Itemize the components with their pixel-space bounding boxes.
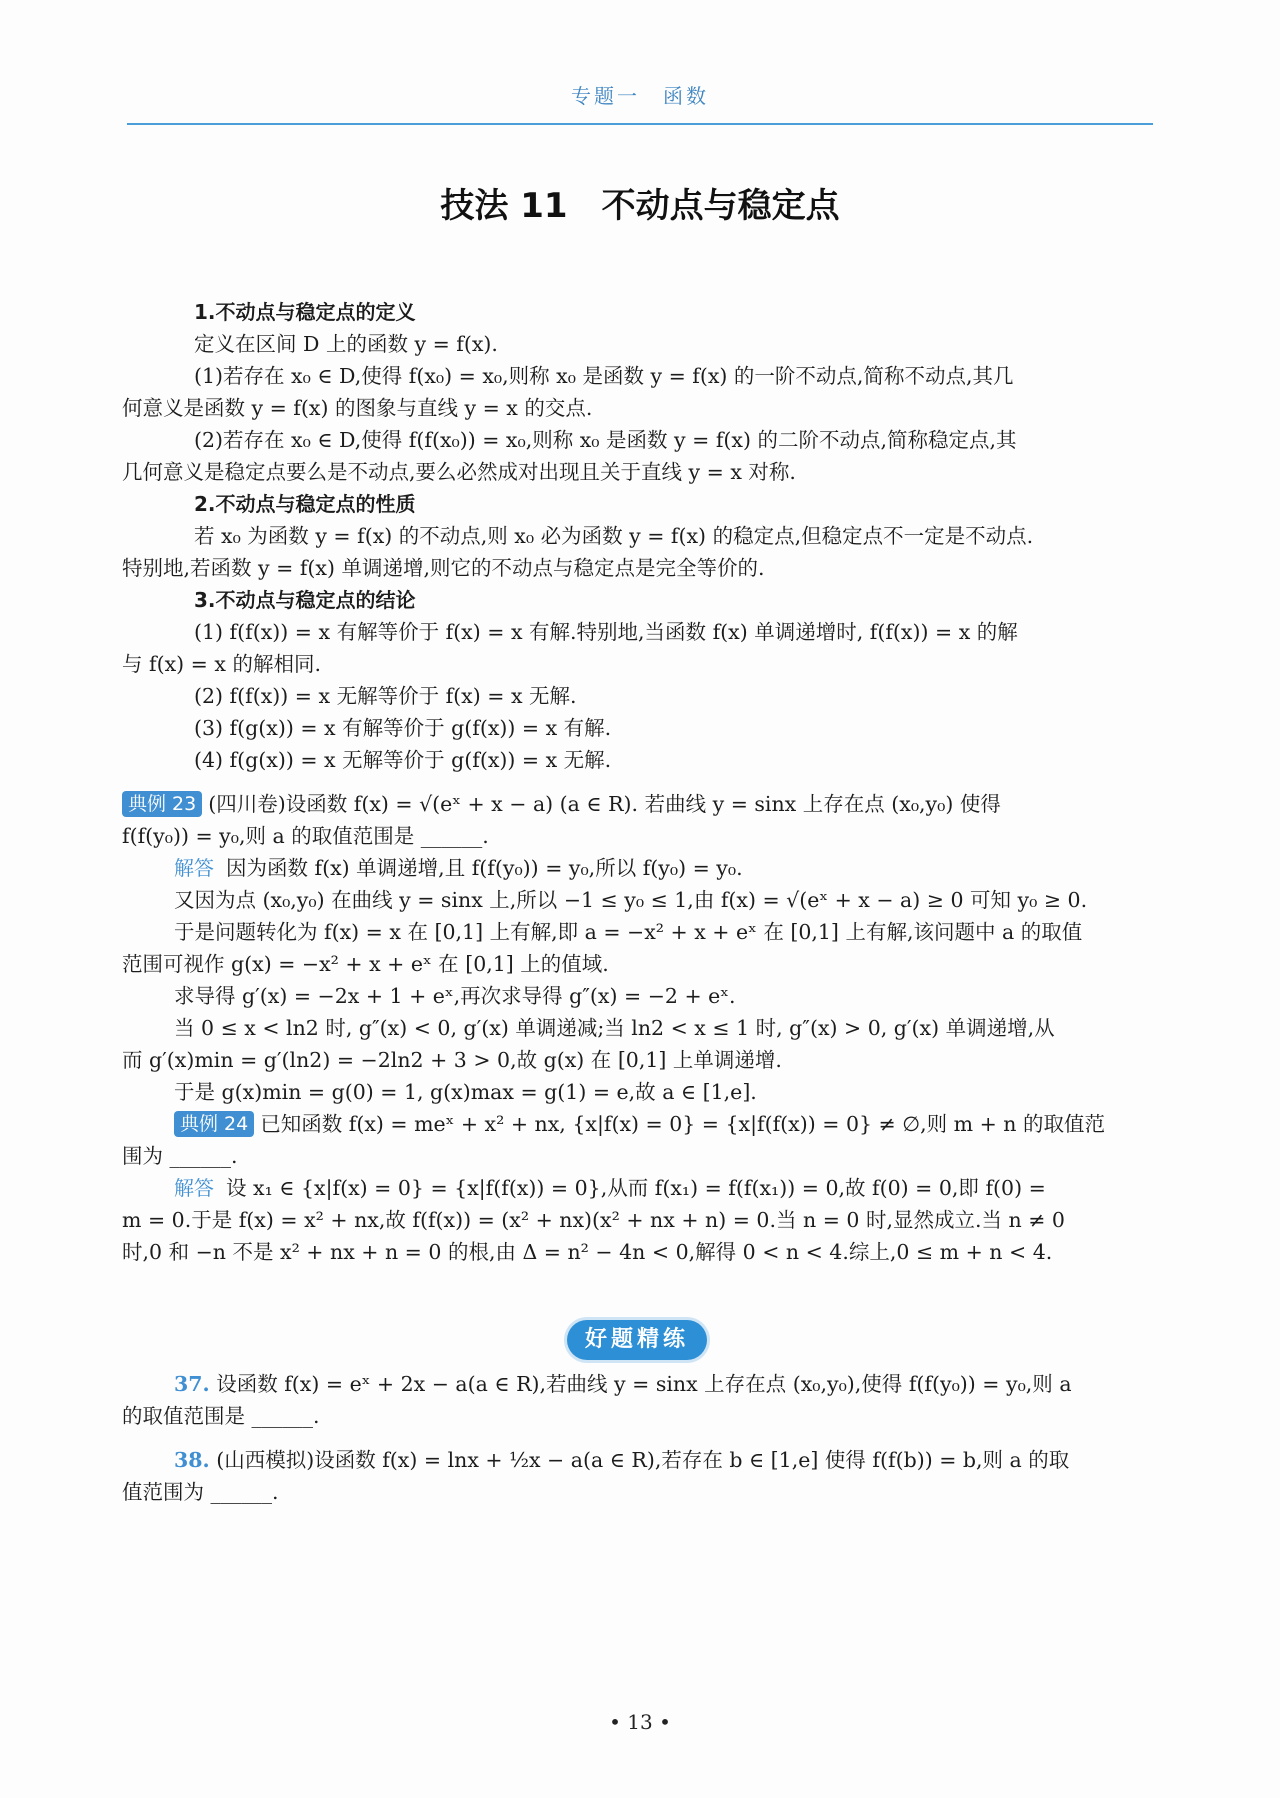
answer-line: 设 x₁ ∈ {x|f(x) = 0} = {x|f(f(x)) = 0},从而 f(x₁) = f(f(x₁)) = 0,故 f(0) = 0,即 f(0) = [226,1176,1046,1200]
example-23-question [122,788,1152,820]
paragraph-line: m = 0.于是 f(x) = x² + nx,故 f(f(x)) = (x² + nx)(x² + nx + n) = 0.当 n = 0 时,显然成立.当 n ≠ 0 [122,1208,1065,1232]
example-24-answer [122,1172,1152,1204]
paragraph-line: 值范围为 ______. [122,1480,279,1504]
header-rule [127,123,1153,125]
example-23-line: (四川卷)设函数 f(x) = √(eˣ + x − a) (a ∈ R). 若曲线 y = sinx 上存在点 (x₀,y₀) 使得 [208,792,1001,816]
paragraph-line: 时,0 和 −n 不是 x² + nx + n = 0 的根,由 Δ = n² − 4n < 0,解得 0 < n < 4.综上,0 ≤ m + n < 4. [122,1240,1053,1264]
main-content [122,296,1152,1508]
paragraph-line: (1)若存在 x₀ ∈ D,使得 f(x₀) = x₀,则称 x₀ 是函数 y = f(x) 的一阶不动点,简称不动点,其几 [194,364,1014,388]
paragraph-line: 围为 ______. [122,1144,238,1168]
answer-tag: 解答 [174,1176,214,1200]
paragraph-line: 定义在区间 D 上的函数 y = f(x). [194,332,498,356]
paragraph-line: 又因为点 (x₀,y₀) 在曲线 y = sinx 上,所以 −1 ≤ y₀ ≤ 1,由 f(x) = √(eˣ + x − a) ≥ 0 可知 y₀ ≥ 0. [174,888,1088,912]
paragraph-line: 而 g′(x)min = g′(ln2) = −2ln2 + 3 > 0,故 g(x) 在 [0,1] 上单调递增. [122,1048,782,1072]
example-23-answer [122,852,1152,884]
problem-38 [122,1444,1152,1476]
example-24-question [122,1108,1152,1140]
problem-number: 37. [174,1372,210,1396]
paragraph-line: (2) f(f(x)) = x 无解等价于 f(x) = x 无解. [194,684,577,708]
answer-line: 因为函数 f(x) 单调递增,且 f(f(y₀)) = y₀,所以 f(y₀) = y₀. [226,856,743,880]
section-1-heading: 1.不动点与稳定点的定义 [194,300,416,324]
example-23-tag: 典例 23 [122,791,202,817]
paragraph-line: 特别地,若函数 y = f(x) 单调递增,则它的不动点与稳定点是完全等价的. [122,556,765,580]
paragraph-line: (2)若存在 x₀ ∈ D,使得 f(f(x₀)) = x₀,则称 x₀ 是函数 y = f(x) 的二阶不动点,简称稳定点,其 [194,428,1017,452]
paragraph-line: (1) f(f(x)) = x 有解等价于 f(x) = x 有解.特别地,当函数 f(x) 单调递增时, f(f(x)) = x 的解 [194,620,1018,644]
paragraph-line: 当 0 ≤ x < ln2 时, g″(x) < 0, g′(x) 单调递减;当 ln2 < x ≤ 1 时, g″(x) > 0, g′(x) 单调递增,从 [174,1016,1055,1040]
answer-tag: 解答 [174,856,214,880]
example-24-tag: 典例 24 [174,1111,254,1137]
section-3-heading: 3.不动点与稳定点的结论 [194,588,416,612]
paragraph-line: 几何意义是稳定点要么是不动点,要么必然成对出现且关于直线 y = x 对称. [122,460,796,484]
paragraph-line: 范围可视作 g(x) = −x² + x + eˣ 在 [0,1] 上的值域. [122,952,609,976]
paragraph-line: 何意义是函数 y = f(x) 的图象与直线 y = x 的交点. [122,396,593,420]
paragraph-line: (4) f(g(x)) = x 无解等价于 g(f(x)) = x 无解. [194,748,612,772]
practice-badge: 好题精练 [567,1320,707,1360]
paragraph-line: 求导得 g′(x) = −2x + 1 + eˣ,再次求导得 g″(x) = −2 + eˣ. [174,984,736,1008]
paragraph-line: 的取值范围是 ______. [122,1404,320,1428]
problem-number: 38. [174,1448,210,1472]
example-24-line: 已知函数 f(x) = meˣ + x² + nx, {x|f(x) = 0} = {x|f(f(x)) = 0} ≠ ∅,则 m + n 的取值范 [260,1112,1106,1136]
problem-37 [122,1368,1152,1400]
paragraph-line: 若 x₀ 为函数 y = f(x) 的不动点,则 x₀ 必为函数 y = f(x) 的稳定点,但稳定点不一定是不动点. [194,524,1034,548]
practice-section-header [122,1308,1152,1368]
running-head: 专题一 函数 [571,84,709,108]
paragraph-line: 与 f(x) = x 的解相同. [122,652,321,676]
section-2-heading: 2.不动点与稳定点的性质 [194,492,416,516]
paragraph-line: f(f(y₀)) = y₀,则 a 的取值范围是 ______. [122,824,489,848]
paragraph-line: 于是问题转化为 f(x) = x 在 [0,1] 上有解,即 a = −x² + x + eˣ 在 [0,1] 上有解,该问题中 a 的取值 [174,920,1083,944]
page-title: 技法 11 不动点与稳定点 [440,186,840,226]
paragraph-line: (3) f(g(x)) = x 有解等价于 g(f(x)) = x 有解. [194,716,612,740]
problem-line: 设函数 f(x) = eˣ + 2x − a(a ∈ R),若曲线 y = sinx 上存在点 (x₀,y₀),使得 f(f(y₀)) = y₀,则 a [216,1372,1072,1396]
page-number: • 13 • [609,1710,671,1734]
problem-line: (山西模拟)设函数 f(x) = lnx + ½x − a(a ∈ R),若存在 b ∈ [1,e] 使得 f(f(b)) = b,则 a 的取 [216,1448,1070,1472]
paragraph-line: 于是 g(x)min = g(0) = 1, g(x)max = g(1) = e,故 a ∈ [1,e]. [174,1080,757,1104]
